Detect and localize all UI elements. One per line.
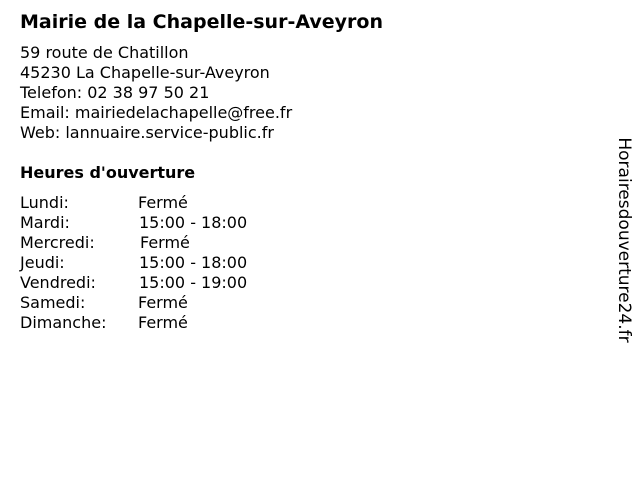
hours-heading: Heures d'ouverture <box>20 163 196 182</box>
day-label: Samedi: <box>20 293 86 312</box>
city-address: 45230 La Chapelle-sur-Aveyron <box>20 63 270 82</box>
day-label: Jeudi: <box>20 253 65 272</box>
day-label: Vendredi: <box>20 273 96 292</box>
website: Web: lannuaire.service-public.fr <box>20 123 274 142</box>
site-watermark: Horairesdouverture24.fr <box>614 137 634 343</box>
day-label: Dimanche: <box>20 313 107 332</box>
page-title: Mairie de la Chapelle-sur-Aveyron <box>20 11 383 33</box>
hours-value: Fermé <box>138 293 188 312</box>
hours-value: 15:00 - 19:00 <box>139 273 248 292</box>
hours-value: 15:00 - 18:00 <box>139 213 248 232</box>
day-label: Lundi: <box>20 193 69 212</box>
hours-value: Fermé <box>138 313 188 332</box>
hours-value: 15:00 - 18:00 <box>139 253 248 272</box>
phone-number: Telefon: 02 38 97 50 21 <box>20 83 210 102</box>
day-label: Mardi: <box>20 213 70 232</box>
day-label: Mercredi: <box>20 233 95 252</box>
email-address: Email: mairiedelachapelle@free.fr <box>20 103 293 122</box>
hours-value: Fermé <box>138 193 188 212</box>
address-block <box>20 43 292 143</box>
street-address: 59 route de Chatillon <box>20 43 189 62</box>
hours-value: Fermé <box>140 233 190 252</box>
